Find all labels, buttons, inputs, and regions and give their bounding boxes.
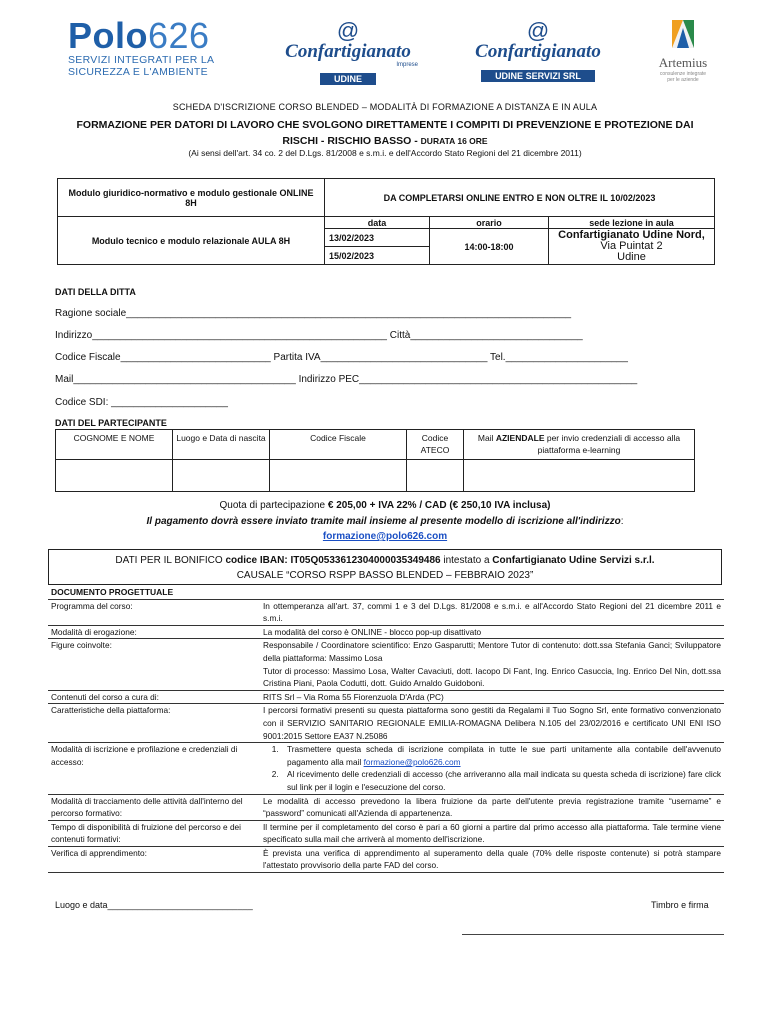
dati-partecipante-title: DATI DEL PARTECIPANTE [55,418,167,428]
online-module-label: Modulo giuridico-normativo e modulo gestionale ONLINE 8H [58,179,325,217]
scheda-title: SCHEDA D'ISCRIZIONE CORSO BLENDED – MODALITÀ DI FORMAZIONE A DISTANZA E IN AULA [172,102,598,112]
quota-partecipazione: Quota di partecipazione € 205,00 + IVA 22% / CAD (€ 250,10 IVA inclusa) [219,500,551,511]
course-title: FORMAZIONE PER DATORI DI LAVORO CHE SVOLGONO DIRETTAMENTE I COMPITI DI PREVENZIONE E PROTEZIONE DAI RISCHI - RISCHIO BASSO - DURATA 16 ORE [76,119,694,147]
polo-wordmark: Polo626 [68,15,210,56]
bonifico-box: DATI PER IL BONIFICO codice IBAN: IT05Q0533612304000035349486 intestato a Confartigianato Udine Servizi s.r.l. CAUSALE “CORSO RSPP BASSO BLENDED – FEBBRAIO 2023” [48,549,722,585]
input-luogo-data[interactable] [173,460,270,492]
legal-reference: (Ai sensi dell'art. 34 co. 2 del D.Lgs. 81/2008 e s.m.i. e dell'Accordo Stato Regioni del 21 dicembre 2011) [188,148,582,158]
dati-ditta-title: DATI DELLA DITTA [55,287,136,297]
mail-pec-field[interactable]: Mail________________________________________ Indirizzo PEC__________________________________________________ [55,374,638,385]
documento-progettuale-title: DOCUMENTO PROGETTUALE [48,586,724,599]
col-orario-header: orario [430,217,549,229]
timbro-firma-label: Timbro e firma [651,900,709,910]
row-value: È prevista una verifica di apprendimento al superamento della quale (70% delle risposte contenute) si potrà stampare l'attestato provvisorio della parte FAD del corso. [260,846,724,872]
artemius-mark-icon [648,18,718,50]
row-label: Verifica di apprendimento: [48,846,260,872]
col-data-header: data [325,217,430,229]
enrollment-email-link[interactable]: formazione@polo626.com [363,756,461,767]
input-mail-aziendale[interactable] [464,460,695,492]
row-value: I percorsi formativi presenti su questa piattaforma sono gestiti da Regalami il Tuo Sogno Srl, ente formativo convenzionato con il SERVIZIO SANITARIO REGIONALE EMILIA-ROMAGNA Delibera N.105 del 23/02/2016 e certificato UNI ENI ISO 9001:2015 Settore EA37 N.25086 [260,704,724,743]
date-1: 13/02/2023 [325,229,430,247]
artemius-logo: Artemius consulenze integrate per le aziende [648,18,718,83]
signature-line[interactable] [462,934,724,935]
col-luogo-data: Luogo e Data di nascita [173,430,270,460]
row-value: Responsabile / Coordinatore scientifico: Enzo Gasparutti; Mentore Tutor di contenuto: dott.ssa Stefania Ganci; Sviluppatore della piattaforma: Massimo Losa Tutor di processo: Massimo Losa, Walter Cavaciuti, dott. Iacopo Di Fant, Ing. Enrico Casuccia, Ing. Enrico Del Nin, dott.ssa Cristina Piani, Paola Codutti, dott. Guido Arnaldo Guidoboni. [260,639,724,690]
polo-tagline-2: SICUREZZA E L'AMBIENTE [68,66,208,78]
luogo-data-field[interactable]: Luogo e data_____________________________ [55,900,253,910]
confartigianato-udine-logo: @ Confartigianato Imprese UDINE [285,18,418,84]
input-codice-fiscale[interactable] [270,460,407,492]
input-cognome-nome[interactable] [56,460,173,492]
ragione-sociale-field[interactable]: Ragione sociale________________________________________________________________________________ [55,308,572,319]
confartigianato-servizi-logo: @ Confartigianato UDINE SERVIZI SRL [475,18,601,81]
row-value: Il termine per il completamento del corso è pari a 60 giorni a partire dal primo accesso alla piattaforma. Tale termine viene specificato sulla mail che arriverà al momento dell'iscrizione. [260,820,724,846]
row-label: Contenuti del corso a cura di: [48,690,260,704]
row-label: Caratteristiche della piattaforma: [48,704,260,743]
causale: CAUSALE “CORSO RSPP BASSO BLENDED – FEBBRAIO 2023” [236,570,534,581]
participant-table [55,429,695,492]
row-label: Programma del corso: [48,599,260,625]
modules-table [57,178,715,265]
input-codice-ateco[interactable] [407,460,464,492]
row-value: In ottemperanza all'art. 37, commi 1 e 3 del D.Lgs. 81/2008 e s.m.i. e all'Accordo Stato Regioni del 21 dicembre 2011 e s.m.i. [260,599,724,625]
polo-tagline-1: SERVIZI INTEGRATI PER LA [68,54,215,66]
sede-value: Confartigianato Udine Nord, Via Puintat 2 Udine [549,229,715,265]
col-cognome-nome: COGNOME E NOME [56,430,173,460]
col-sede-header: sede lezione in aula [549,217,715,229]
row-label: Modalità di iscrizione e profilazione e credenziali di accesso: [48,743,260,794]
row-label: Figure coinvolte: [48,639,260,690]
online-deadline: DA COMPLETARSI ONLINE ENTRO E NON OLTRE IL 10/02/2023 [325,179,715,217]
row-value: 1. Trasmettere questa scheda di iscrizione compilata in tutte le sue parti unitamente alla contabile dell'avvenuto pagamento alla mail formazione@polo626.com 2. Al ricevimento delle credenziali di accesso (che arriveranno alla mail indicata su questa scheda di iscrizione) fare click sul link per il login e l'esecuzione del corso. [260,743,724,794]
col-codice-ateco: Codice ATECO [407,430,464,460]
documento-progettuale-table [48,586,724,873]
row-label: Modalità di tracciamento delle attività dall'interno del percorso formativo: [48,794,260,820]
date-2: 15/02/2023 [325,247,430,265]
col-mail-aziendale: Mail AZIENDALE per invio credenziali di accesso alla piattaforma e-learning [464,430,695,460]
payment-note: Il pagamento dovrà essere inviato tramite mail insieme al presente modello di iscrizione all'indirizzo: [146,516,624,527]
codice-sdi-field[interactable]: Codice SDI: _____________________ [55,397,228,408]
indirizzo-citta-field[interactable]: Indirizzo_____________________________________________________ Città_______________________________ [55,330,583,341]
row-value: RITS Srl – Via Roma 55 Fiorenzuola D'Arda (PC) [260,690,724,704]
cf-piva-tel-field[interactable]: Codice Fiscale___________________________ Partita IVA______________________________ Tel.______________________ [55,352,628,363]
row-value: Le modalità di accesso prevedono la libera fruizione da parte dell'utente previa registrazione tramite “username” e “password” comunicati all'Azienda di appartenenza. [260,794,724,820]
col-codice-fiscale: Codice Fiscale [270,430,407,460]
payment-email-link[interactable]: formazione@polo626.com [322,531,448,542]
polo626-logo [68,15,228,78]
row-label: Tempo di disponibilità di fruizione del percorso e dei contenuti formativi: [48,820,260,846]
aula-module-label: Modulo tecnico e modulo relazionale AULA 8H [58,217,325,265]
row-value: La modalità del corso è ONLINE - blocco pop-up disattivato [260,625,724,639]
row-label: Modalità di erogazione: [48,625,260,639]
orario-value: 14:00-18:00 [430,229,549,265]
